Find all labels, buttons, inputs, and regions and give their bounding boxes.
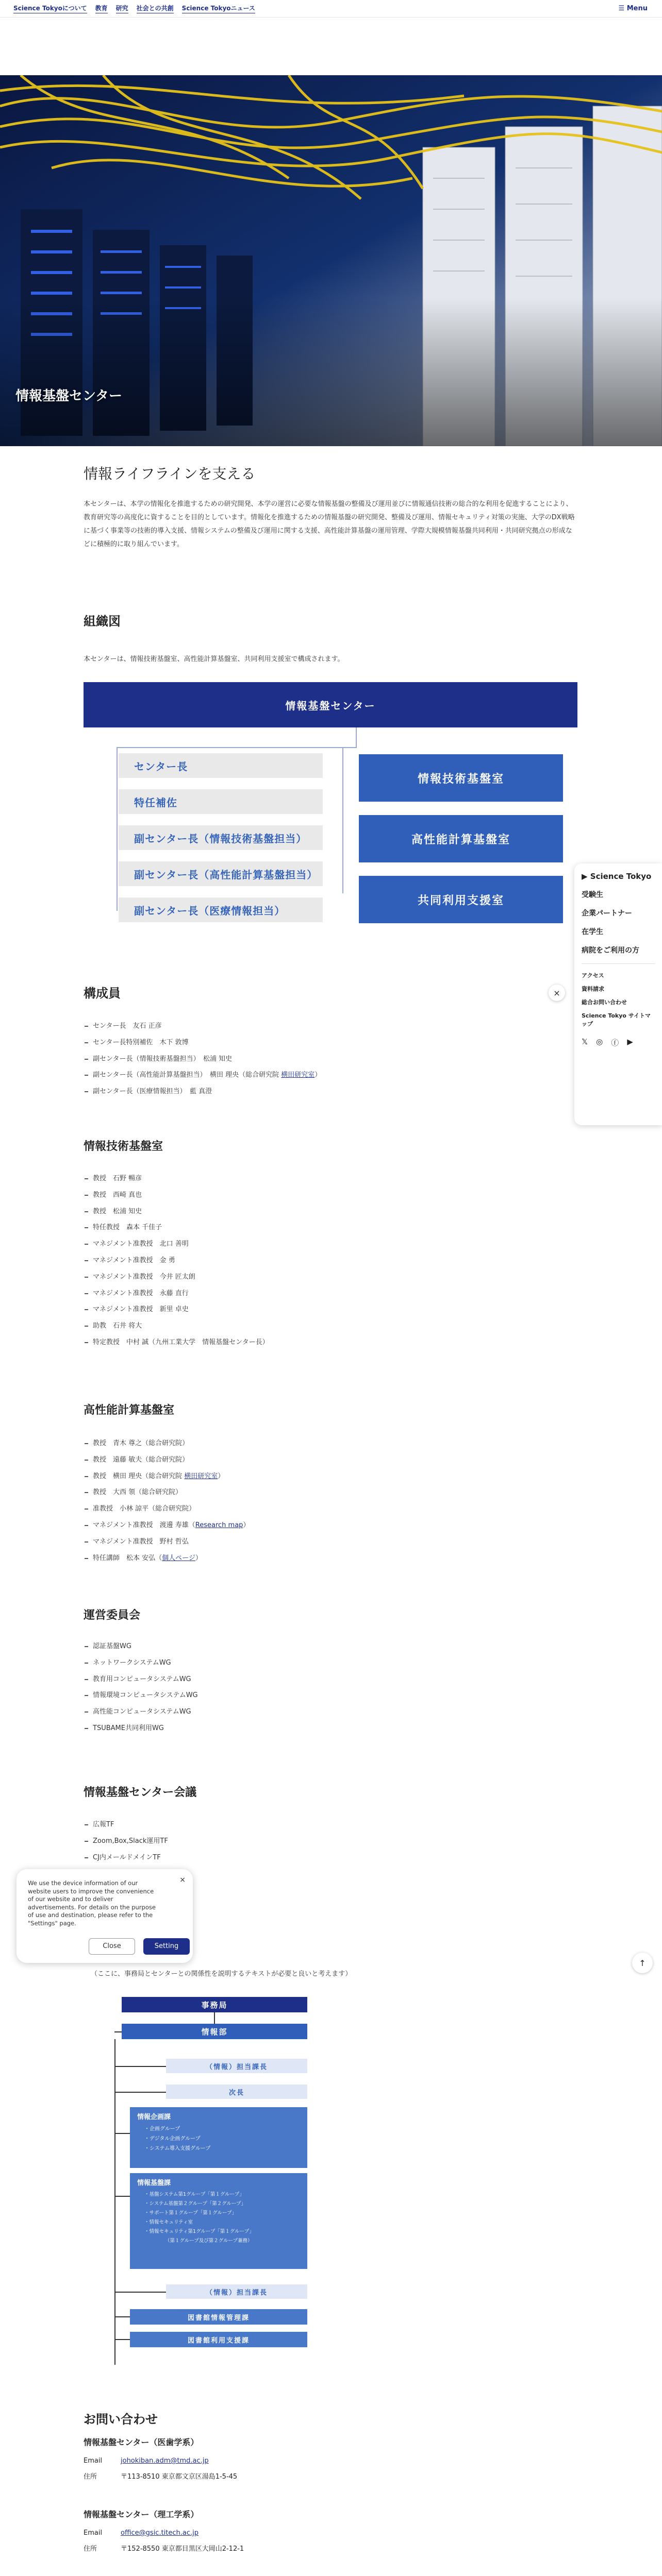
list-item: マネジメント准教授 渡邊 寿雄（Research map） <box>84 1517 548 1534</box>
yokota-lab-link[interactable]: 横田研究室 <box>281 1071 315 1079</box>
list-item: 特任講師 松本 安弘（個人ページ） <box>84 1550 548 1567</box>
committee-heading: 運営委員会 <box>84 1609 141 1622</box>
diagram-infra-sub: ・情報セキュリティ室 <box>144 2219 193 2226</box>
diagram-infra-sub: ・基盤システム第1グループ「第１グループ」 <box>144 2192 244 2197</box>
org-it-office: 情報技術基盤室 <box>359 754 563 802</box>
members-heading: 構成員 <box>84 986 121 1001</box>
contact-science-address: 〒152-8550 東京都目黒区大岡山2-12-1 <box>121 2545 244 2553</box>
list-item: 副センター長（情報技術基盤担当） 松浦 知史 <box>84 1051 548 1067</box>
contact-medical-address: 〒113-8510 東京都文京区湯島1-5-45 <box>121 2473 238 2481</box>
org-connector <box>117 747 118 911</box>
menu-button[interactable]: ☰ Menu <box>618 5 648 12</box>
list-item: マネジメント准教授 金 勇 <box>84 1252 548 1269</box>
arrow-up-icon: ↑ <box>639 1958 646 1968</box>
committee-list <box>84 1638 548 1737</box>
org-connector <box>117 747 357 748</box>
list-item: 教授 遠藤 敏夫（総合研究院） <box>84 1452 548 1468</box>
university-emblem-icon: ▶ <box>582 872 590 881</box>
diagram-box-office: 事務局 <box>122 1997 307 2012</box>
list-item: 特定教授 中村 誠（九州工業大学 情報基盤センター長） <box>84 1334 548 1351</box>
diagram-box-library-support: 図書館利用支援課 <box>130 2332 307 2347</box>
diagram-infra-sub: ・システム基盤第２グループ「第２グループ」 <box>144 2201 246 2207</box>
yokota-lab-link[interactable]: 横田研究室 <box>184 1472 218 1480</box>
panel-link-sitemap[interactable]: Science Tokyo サイトマップ <box>582 1012 651 1027</box>
diagram-connector <box>114 2066 166 2067</box>
nav-education[interactable]: 教育 <box>95 4 108 13</box>
diagram-connector <box>114 2031 122 2032</box>
diagram-box-deputy: 次長 <box>166 2084 307 2099</box>
list-item-tail: ） <box>218 1472 225 1480</box>
panel-link-students[interactable]: 在学生 <box>582 928 603 936</box>
contact-address-label: 住所 <box>84 2473 97 2481</box>
diagram-infra-sub: ・サポート第１グループ「第１グループ」 <box>144 2210 237 2216</box>
quick-links-panel <box>574 863 662 1125</box>
list-item: 教授 石野 暢彦 <box>84 1171 548 1187</box>
cookie-setting-button[interactable]: Setting <box>143 1938 190 1955</box>
list-item: TSUBAME共同利用WG <box>84 1720 548 1737</box>
contact-heading: お問い合わせ <box>84 2412 158 2427</box>
nav-news[interactable]: Science Tokyoニュース <box>182 4 255 13</box>
list-item: マネジメント准教授 野村 哲弘 <box>84 1534 548 1550</box>
diagram-box-info-dept: 情報部 <box>122 2024 307 2039</box>
diagram-connector <box>114 2292 166 2293</box>
personal-page-link[interactable]: 個人ページ <box>162 1554 195 1562</box>
nav-about[interactable]: Science Tokyoについて <box>13 4 87 13</box>
panel-link-access[interactable]: アクセス <box>582 972 604 979</box>
diagram-planning-title: 情報企画課 <box>137 2113 171 2121</box>
cookie-close-button[interactable]: Close <box>89 1938 135 1955</box>
list-item: マネジメント准教授 今井 匠太朗 <box>84 1269 548 1285</box>
diagram-connector <box>114 2339 130 2340</box>
org-vice-director-it: 副センター長（情報技術基盤担当） <box>119 825 323 850</box>
org-vice-director-medical: 副センター長（医療情報担当） <box>119 897 323 922</box>
diagram-connector <box>114 2133 130 2134</box>
org-vice-director-hpc: 副センター長（高性能計算基盤担当） <box>119 861 323 886</box>
list-item: 教授 松浦 知史 <box>84 1204 548 1220</box>
panel-logo-text: Science Tokyo <box>590 872 652 881</box>
diagram-planning-sub: ・システム導入支援グループ <box>144 2146 211 2151</box>
panel-link-applicants[interactable]: 受験生 <box>582 891 603 899</box>
contact-medical-email[interactable]: johokiban.adm@tmd.ac.jp <box>121 2457 209 2465</box>
list-item: 助教 石井 将大 <box>84 1318 548 1334</box>
sns-links <box>582 1037 655 1048</box>
meeting-list <box>84 1817 548 1866</box>
list-item-text: マネジメント准教授 渡邊 寿雄 <box>93 1521 189 1529</box>
hero-banner <box>0 75 662 446</box>
scroll-to-top-button[interactable] <box>632 1953 653 1973</box>
members-list <box>84 1018 548 1100</box>
close-icon[interactable]: × <box>179 1876 186 1884</box>
diagram-box-infrastructure <box>130 2173 307 2269</box>
contact-science-title: 情報基盤センター（理工学系） <box>84 2510 199 2519</box>
list-item: 准教授 小林 諒平（総合研究院） <box>84 1501 548 1517</box>
org-hpc-office: 高性能計算基盤室 <box>359 815 563 862</box>
diagram-connector <box>114 2196 130 2197</box>
contact-email-label: Email <box>84 2529 103 2537</box>
org-connector <box>342 747 343 893</box>
diagram-infra-title: 情報基盤課 <box>137 2179 171 2187</box>
list-item: 教授 青木 尊之（総合研究院） <box>84 1435 548 1452</box>
diagram-box-manager-1: （情報）担当課長 <box>166 2059 307 2073</box>
list-item <box>84 1468 548 1485</box>
list-item: 副センター長（医療情報担当） 藍 真澄 <box>84 1083 548 1100</box>
diagram-infra-sub: ・情報セキュリティ第1グループ「第１グループ」 <box>144 2229 254 2235</box>
contact-science <box>84 2508 444 2559</box>
contact-address-label: 住所 <box>84 2545 97 2553</box>
x-icon[interactable]: 𝕏 <box>582 1037 588 1046</box>
facebook-icon[interactable]: ⓕ <box>611 1038 619 1047</box>
list-item: センター長 友石 正彦 <box>84 1018 548 1035</box>
diagram-box-manager-2: （情報）担当課長 <box>166 2284 307 2299</box>
main-content <box>84 459 578 551</box>
diagram-connector <box>114 2092 166 2093</box>
list-item-text: 教授 横田 理央（総合研究院 <box>93 1472 183 1480</box>
list-item: センター長特別補佐 木下 敦博 <box>84 1035 548 1051</box>
diagram-caption: （ここに、事務局とセンターとの関係性を説明するテキストが必要と良いと考えます） <box>91 1970 352 1978</box>
site-header <box>0 0 662 18</box>
nav-research[interactable]: 研究 <box>116 4 128 13</box>
list-item <box>84 1067 548 1083</box>
org-top-box: 情報基盤センター <box>84 682 577 727</box>
youtube-icon[interactable]: ▶ <box>627 1037 633 1046</box>
org-director: センター長 <box>119 753 323 778</box>
list-item: Zoom,Box,Slack運用TF <box>84 1833 548 1850</box>
panel-link-partners[interactable]: 企業パートナー <box>582 909 632 918</box>
cookie-text: We use the device information of our website users to improve the convenience of our website and to deliver advertisements. For details on the purpose of use and destination, please refer to the "Settings" page. <box>28 1879 156 1927</box>
contact-medical-title: 情報基盤センター（医歯学系） <box>84 2437 199 2447</box>
contact-science-email[interactable]: office@gsic.titech.ac.jp <box>121 2529 199 2537</box>
list-item-tail: ） <box>315 1071 322 1079</box>
cookie-consent-dialog <box>16 1869 193 1963</box>
org-connector <box>356 727 357 747</box>
diagram-infra-sub: （第１グループ及び第２グループ兼務） <box>165 2238 253 2244</box>
panel-logo[interactable] <box>582 872 655 881</box>
org-heading: 組織図 <box>84 614 121 629</box>
list-item: 認証基盤WG <box>84 1638 548 1655</box>
list-item: マネジメント准教授 新里 卓史 <box>84 1301 548 1318</box>
intro-text: 本センターは、本学の情報化を推進するための研究開発、本学の運営に必要な情報基盤の整備及び運用並びに情報通信技術の総合的な利用を促進することにより、教育研究等の高度化に資することを目的としています。情報化を推進するための情報基盤の研究開発、整備及び運用、情報セキュリティ対策の実施、大学のDX戦略に基づく事業等の技術的導入支援、情報システムの整備及び運用に関する支援、高性能計算基盤の運用管理、学際大規模情報基盤共同利用・共同研究拠点の形成などに積極的に取り組んでいます。 <box>84 500 575 548</box>
close-icon[interactable]: × <box>549 985 565 1001</box>
research-map-link[interactable]: Research map <box>195 1521 243 1529</box>
global-nav <box>13 4 255 13</box>
list-item: 教授 大西 領（総合研究院） <box>84 1484 548 1501</box>
list-item: CJ内メールドメインTF <box>84 1850 548 1866</box>
panel-link-hospital[interactable]: 病院をご利用の方 <box>582 946 639 955</box>
list-item: マネジメント准教授 永藤 直行 <box>84 1285 548 1302</box>
diagram-planning-sub: ・企画グループ <box>144 2126 180 2132</box>
diagram-connector <box>214 2012 215 2024</box>
list-item: 教育用コンピュータシステムWG <box>84 1671 548 1688</box>
panel-link-contact[interactable]: 総合お問い合わせ <box>582 999 627 1006</box>
list-item: 高性能コンピュータシステムWG <box>84 1704 548 1720</box>
list-item-text: 副センター長（高性能計算基盤担当） 横田 理央（総合研究院 <box>93 1071 279 1079</box>
contact-medical <box>84 2436 444 2487</box>
list-item-text: 特任講師 松本 安弘 <box>93 1554 156 1562</box>
intro-heading: 情報ライフラインを支える <box>84 465 256 482</box>
hpc-office-heading: 高性能計算基盤室 <box>84 1404 175 1417</box>
panel-link-brochure[interactable]: 資料請求 <box>582 986 604 992</box>
contact-email-label: Email <box>84 2457 103 2465</box>
list-item: 広報TF <box>84 1817 548 1833</box>
list-item: 特任教授 森本 千佳子 <box>84 1219 548 1236</box>
list-item: マネジメント准教授 北口 善明 <box>84 1236 548 1252</box>
nav-co-creation[interactable]: 社会との共創 <box>137 4 174 13</box>
it-office-list <box>84 1171 548 1351</box>
list-item: ネットワークシステムWG <box>84 1655 548 1671</box>
page-title: 情報基盤センター <box>15 388 122 404</box>
org-description: 本センターは、情報技術基盤室、高性能計算基盤室、共同利用支援室で構成されます。 <box>84 655 344 663</box>
diagram-connector <box>114 2316 130 2317</box>
meeting-heading: 情報基盤センター会議 <box>84 1786 197 1799</box>
instagram-icon[interactable]: ◎ <box>596 1037 603 1046</box>
diagram-box-planning <box>130 2107 307 2168</box>
list-item: 情報環境コンピュータシステムWG <box>84 1687 548 1704</box>
diagram-planning-sub: ・デジタル企画グループ <box>144 2136 201 2142</box>
org-support-office: 共同利用支援室 <box>359 876 563 923</box>
diagram-box-library-management: 図書館情報管理課 <box>130 2309 307 2325</box>
hpc-office-list <box>84 1435 548 1566</box>
it-office-heading: 情報技術基盤室 <box>84 1140 163 1153</box>
list-item: 教授 西崎 真也 <box>84 1187 548 1204</box>
org-special-assistant: 特任補佐 <box>119 789 323 814</box>
